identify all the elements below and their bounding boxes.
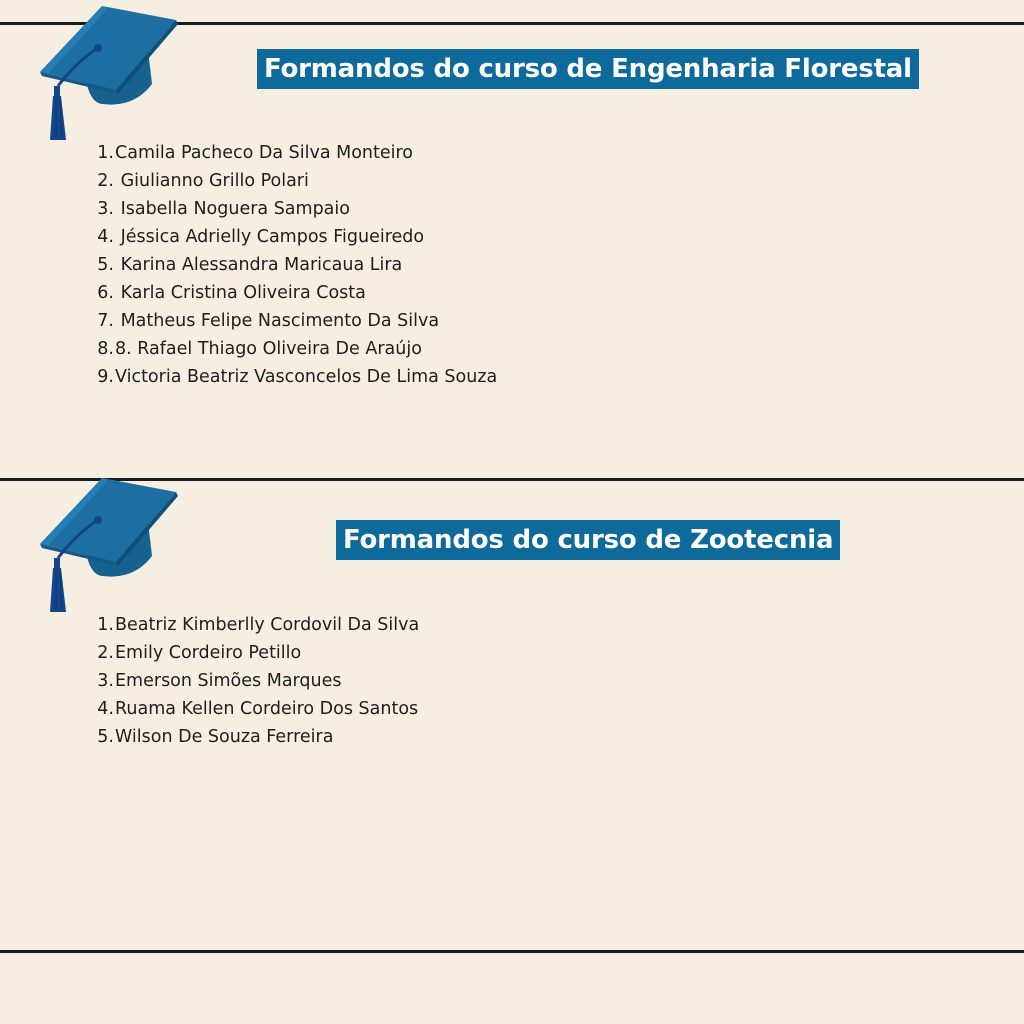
list-item: 5. Karina Alessandra Maricaua Lira — [97, 255, 403, 275]
list-item: 6. Karla Cristina Oliveira Costa — [97, 283, 366, 303]
list-item: 7. Matheus Felipe Nascimento Da Silva — [97, 311, 440, 331]
list-item: 3. Isabella Noguera Sampaio — [97, 199, 350, 219]
section-title-engenharia-florestal: Formandos do curso de Engenharia Florestal — [257, 49, 919, 89]
list-item: 1.Beatriz Kimberlly Cordovil Da Silva — [97, 615, 420, 635]
list-item: 8.8. Rafael Thiago Oliveira De Araújo — [97, 339, 422, 359]
bottom-divider — [0, 950, 1024, 953]
list-item: 1.Camila Pacheco Da Silva Monteiro — [97, 143, 414, 163]
list-item: 9.Victoria Beatriz Vasconcelos De Lima Souza — [97, 367, 498, 387]
list-item: 4.Ruama Kellen Cordeiro Dos Santos — [97, 699, 419, 719]
list-item: 2.Emily Cordeiro Petillo — [97, 643, 302, 663]
list-item: 5.Wilson De Souza Ferreira — [97, 727, 334, 747]
list-item: 4. Jéssica Adrielly Campos Figueiredo — [97, 227, 425, 247]
section-title-zootecnia: Formandos do curso de Zootecnia — [336, 520, 840, 560]
graduation-cap-icon — [36, 2, 180, 148]
graduates-list-engenharia-florestal — [96, 139, 497, 391]
list-item: 3.Emerson Simões Marques — [97, 671, 342, 691]
graduates-list-zootecnia — [96, 611, 419, 751]
graduation-cap-icon — [36, 474, 180, 620]
list-item: 2. Giulianno Grillo Polari — [97, 171, 309, 191]
